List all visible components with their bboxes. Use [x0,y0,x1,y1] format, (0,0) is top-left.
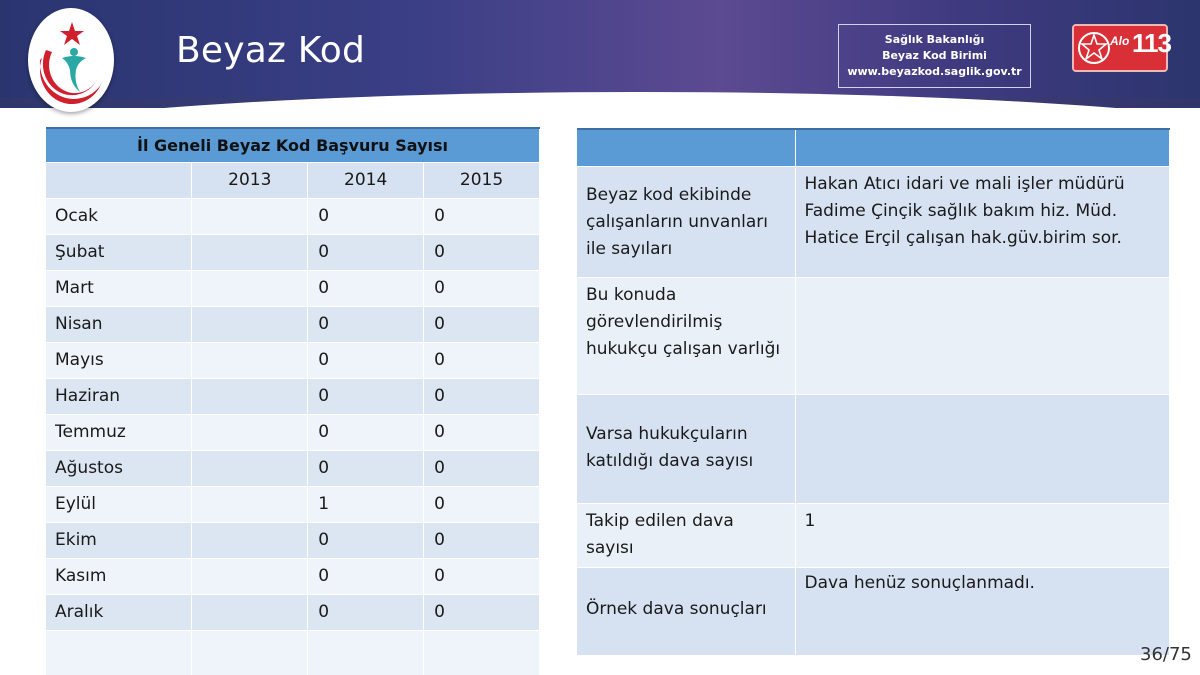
question-cell [577,503,795,567]
value-2014-cell: 0 [308,342,424,378]
answer-cell [795,567,1170,655]
answer-cell [795,166,1170,277]
table-row [577,394,1170,503]
value-2014-cell: 0 [308,558,424,594]
table-title: İl Geneli Beyaz Kod Başvuru Sayısı [46,128,540,162]
value-2013-cell [192,342,308,378]
answer-cell [795,394,1170,503]
question-text: Varsa hukukçuların katıldığı dava sayısı [586,423,754,471]
month-cell: Aralık [46,594,192,630]
unit-name: Beyaz Kod Birimi [882,49,987,62]
table-row [46,594,540,630]
year-header-row [46,162,540,198]
legal-info-table [577,128,1170,656]
table-row [577,166,1170,277]
question-cell [577,166,795,277]
table-row [46,558,540,594]
month-cell: Temmuz [46,414,192,450]
alo-113-badge [1072,24,1171,72]
month-cell: Eylül [46,486,192,522]
month-cell: Haziran [46,378,192,414]
question-cell [577,277,795,394]
table-row [46,234,540,270]
value-2013-cell [192,198,308,234]
month-cell: Ağustos [46,450,192,486]
answer-line: Fadime Çinçik sağlık bakım hiz. Müd. [804,200,1118,221]
month-cell: Mayıs [46,342,192,378]
value-2015-cell: 0 [424,558,540,594]
website-url: www.beyazkod.saglik.gov.tr [847,65,1022,78]
value-2013-cell [192,558,308,594]
value-2015-cell: 0 [424,306,540,342]
question-cell [577,567,795,655]
value-2013-cell [192,306,308,342]
value-2015-cell: 0 [424,486,540,522]
question-cell [577,394,795,503]
value-2015-cell: 0 [424,342,540,378]
value-2015-cell: 0 [424,198,540,234]
ministry-name: Sağlık Bakanlığı [884,33,985,46]
application-count-table [46,127,540,675]
ministry-logo-icon [28,8,114,112]
question-text: Bu konuda görevlendirilmiş hukukçu çalışan varlığı [586,284,781,359]
value-2013-cell [192,522,308,558]
value-2014-cell: 0 [308,270,424,306]
table-row [46,486,540,522]
answer-line: Hakan Atıcı idari ve mali işler müdürü [804,173,1125,194]
year-2014-header: 2014 [308,162,424,198]
value-2014-cell: 0 [308,450,424,486]
value-2014-cell: 0 [308,414,424,450]
value-2015-cell: 0 [424,378,540,414]
table-row [46,306,540,342]
value-2013-cell [192,594,308,630]
value-2014-cell: 0 [308,306,424,342]
question-text: Örnek dava sonuçları [586,598,767,619]
table-row [46,198,540,234]
value-2014-cell: 0 [308,594,424,630]
alo-label: Alo [1110,34,1130,48]
value-2013-cell [192,378,308,414]
right-table-header [577,129,1170,166]
value-2013-cell [192,414,308,450]
value-2013-cell [192,234,308,270]
table-row [46,450,540,486]
footer-cell [46,630,192,675]
answer-line: Dava henüz sonuçlanmadı. [804,572,1035,593]
value-2013-cell [192,450,308,486]
answer-cell [795,277,1170,394]
value-2014-cell: 0 [308,378,424,414]
footer-cell [192,630,308,675]
header-blank-cell [46,162,192,198]
ministry-info-box [838,24,1031,88]
question-text: Takip edilen dava sayısı [586,510,734,558]
answer-line: 1 [804,510,816,531]
ministry-logo [28,8,114,112]
value-2014-cell: 0 [308,522,424,558]
hotline-number: 113 [1132,28,1171,58]
header-cell [795,129,1170,166]
page-number: 36/75 [1140,644,1192,665]
value-2013-cell [192,270,308,306]
value-2015-cell: 0 [424,234,540,270]
page-title: Beyaz Kod [176,30,366,71]
month-cell: Kasım [46,558,192,594]
table-row [46,378,540,414]
table-footer-row [46,630,540,675]
value-2013-cell [192,486,308,522]
month-cell: Şubat [46,234,192,270]
table-row [46,414,540,450]
value-2015-cell: 0 [424,594,540,630]
answer-line: Hatice Erçil çalışan hak.güv.birim sor. [804,227,1122,248]
month-cell: Mart [46,270,192,306]
month-cell: Ocak [46,198,192,234]
answer-cell [795,503,1170,567]
table-row [577,503,1170,567]
value-2014-cell: 1 [308,486,424,522]
star-icon [1077,31,1111,65]
value-2015-cell: 0 [424,522,540,558]
footer-cell [424,630,540,675]
table-row [46,522,540,558]
value-2015-cell: 0 [424,450,540,486]
year-2013-header: 2013 [192,162,308,198]
value-2014-cell: 0 [308,198,424,234]
table-row [577,567,1170,655]
month-cell: Nisan [46,306,192,342]
header-cell [577,129,795,166]
question-text: Beyaz kod ekibinde çalışanların unvanları ile sayıları [586,184,768,259]
value-2015-cell: 0 [424,414,540,450]
value-2015-cell: 0 [424,270,540,306]
footer-cell [308,630,424,675]
year-2015-header: 2015 [424,162,540,198]
value-2014-cell: 0 [308,234,424,270]
table-row [577,277,1170,394]
month-cell: Ekim [46,522,192,558]
table-row [46,270,540,306]
table-row [46,342,540,378]
